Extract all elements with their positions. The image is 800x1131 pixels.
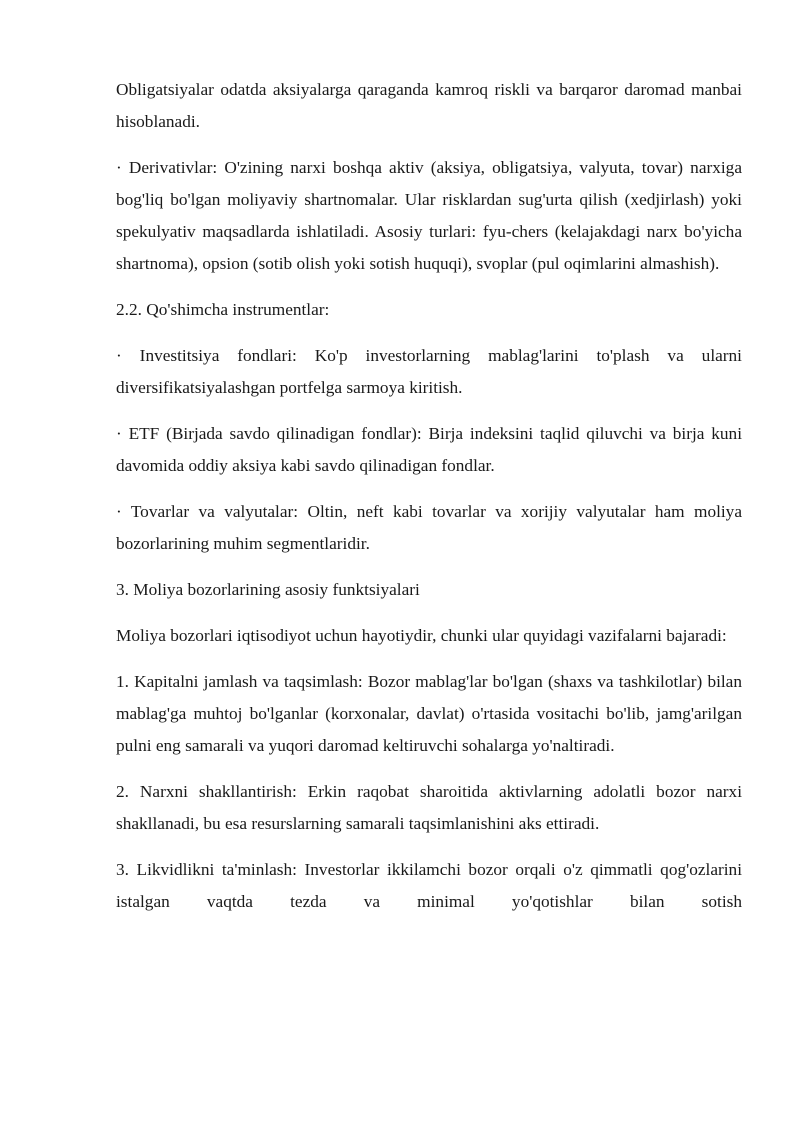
- paragraph-liquidity: 3. Likvidlikni ta'minlash: Investorlar ikkilamchi bozor orqali o'z qimmatli qog'ozlarini istalgan vaqtda tezda va minimal yo'qotishlar bilan sotish: [116, 860, 742, 911]
- document-page: [116, 74, 742, 932]
- section-heading-additional-instruments: 2.2. Qo'shimcha instrumentlar:: [116, 300, 330, 319]
- paragraph-price-formation: 2. Narxni shakllantirish: Erkin raqobat sharoitida aktivlarning adolatli bozor narxi shakllanadi, bu esa resurslarning samarali taqsimlanishini aks ettiradi.: [116, 782, 742, 833]
- paragraph-bonds-risk: Obligatsiyalar odatda aksiyalarga qaraganda kamroq riskli va barqaror daromad manbai hisoblanadi.: [116, 80, 742, 131]
- section-heading-market-functions: 3. Moliya bozorlarining asosiy funktsiyalari: [116, 580, 420, 599]
- paragraph-capital-allocation: 1. Kapitalni jamlash va taqsimlash: Bozor mablag'lar bo'lgan (shaxs va tashkilotlar) bilan mablag'ga muhtoj bo'lganlar (korxonalar, davlat) o'rtasida vositachi bo'lib, jamg'arilgan pulni eng samarali va yuqori daromad keltiruvchi sohalarga yo'naltiradi.: [116, 672, 742, 755]
- paragraph-etf: · ETF (Birjada savdo qilinadigan fondlar): Birja indeksini taqlid qiluvchi va birja kuni davomida oddiy aksiya kabi savdo qilinadigan fondlar.: [116, 424, 742, 475]
- paragraph-commodities-currencies: · Tovarlar va valyutalar: Oltin, neft kabi tovarlar va xorijiy valyutalar ham moliya bozorlarining muhim segmentlaridir.: [116, 502, 742, 553]
- paragraph-investment-funds: · Investitsiya fondlari: Ko'p investorlarning mablag'larini to'plash va ularni diversifikatsiyalashgan portfelga sarmoya kiritish.: [116, 346, 742, 397]
- paragraph-functions-intro: Moliya bozorlari iqtisodiyot uchun hayotiydir, chunki ular quyidagi vazifalarni bajaradi:: [116, 626, 727, 645]
- paragraph-derivatives: · Derivativlar: O'zining narxi boshqa aktiv (aksiya, obligatsiya, valyuta, tovar) narxiga bog'liq bo'lgan moliyaviy shartnomalar. Ular risklardan sug'urta qilish (xedjirlash) yoki spekulyativ maqsadlarda ishlatiladi. Asosiy turlari: fyu-chers (kelajakdagi narx bo'yicha shartnoma), opsion (sotib olish yoki sotish huquqi), svoplar (pul oqimlarini almashish).: [116, 158, 742, 273]
